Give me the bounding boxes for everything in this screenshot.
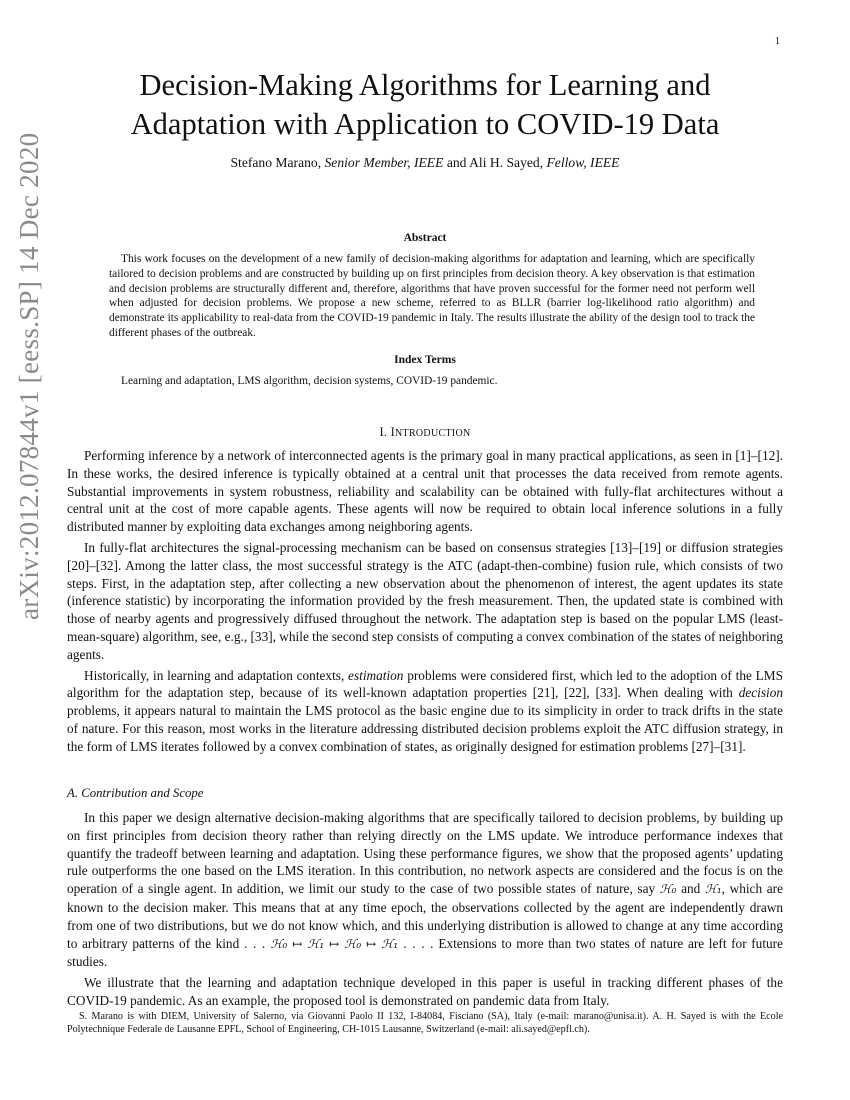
- page-number: 1: [775, 36, 780, 47]
- intro-paragraph-3: [67, 667, 783, 756]
- author-join: and Ali H. Sayed,: [443, 155, 547, 170]
- intro-p3-emphasis-estimation: estimation: [348, 667, 404, 683]
- intro-p3-part-b: problems were considered first, which led to the adoption of the LMS algorithm for the adaptation step, because of its well-known adaptation properties [21], [22], [33]. When dealing with: [67, 667, 783, 701]
- intro-paragraph-2: In fully-flat architectures the signal-processing mechanism can be based on consensus strategies [13]–[19] or diffusion strategies [20]–[32]. Among the latter class, the most successful strategy is the ATC (adapt-then-combine) fusion rule, which consists of two steps. First, in the adaptation step, after collecting a new observation about the phenomenon of interest, the agent updates its state (inference statistic) by incorporating the information provided by the fresh measurement. Then, the updated state is combined with those of nearby agents and progressively diffused throughout the network. The adaptation step is based on the popular LMS (least-mean-square) algorithm, see, e.g., [33], while the second step consists of computing a convex combination of the states of neighboring agents.: [67, 539, 783, 662]
- contribution-body: [67, 809, 783, 1013]
- title-line-1: Decision-Making Algorithms for Learning and: [139, 68, 711, 102]
- author-1-role: Senior Member, IEEE: [324, 155, 444, 170]
- section-title-rest: NTRODUCTION: [395, 428, 471, 439]
- contribution-paragraph-1: [67, 809, 783, 971]
- section-heading-introduction: [0, 425, 850, 440]
- section-numeral: I.: [379, 425, 391, 439]
- author-1: Stefano Marano,: [230, 155, 325, 170]
- contrib-p1-part-b: and: [676, 881, 705, 897]
- math-h1: ℋ₁: [704, 882, 722, 897]
- arxiv-identifier: arXiv:2012.07844v1 [eess.SP] 14 Dec 2020: [14, 132, 44, 620]
- contrib-p1-part-c: , which are known to the decision maker. This means that at any time epoch, the observations collected by the agent are independently drawn from one of two distributions, but we do not know which, and this underlying distribution is allowed to change at any time according to arbitrary patterns of the kind: [67, 881, 783, 951]
- intro-p3-part-c: problems, it appears natural to maintain the LMS protocol as the basic engine due to its simplicity in order to track drifts in the state of nature. For this reason, most works in the literature addressing distributed decision problems exploit the ATC diffusion strategy, in the form of LMS iterates followed by a convex combination of states, as originally designed for estimation problems [27]–[31].: [67, 703, 783, 754]
- contrib-p1-part-d: Extensions to more than two states of nature are left for future studies.: [67, 935, 783, 970]
- intro-p3-emphasis-decision: decision: [738, 685, 783, 701]
- index-terms-text: Learning and adaptation, LMS algorithm, decision systems, COVID-19 pandemic.: [121, 375, 498, 387]
- contrib-p1-part-a: In this paper we design alternative decision-making algorithms that are specifically tailored to decision problems, by building up on first principles from decision theory rather than relying directly on the LMS update. We introduce performance indexes that quantify the tradeoff between learning and adaptation. Using these performance figures, we show that the proposed agents’ updating rule outperforms the one based on the LMS iteration. In this contribution, no network aspects are considered and the focus is on the operation of a single agent. In addition, we limit our study to the case of two possible states of nature, say: [67, 810, 783, 897]
- math-h0: ℋ₀: [659, 882, 677, 897]
- intro-paragraph-1: Performing inference by a network of interconnected agents is the primary goal in many practical applications, as seen in [1]–[12]. In these works, the desired inference is typically obtained at a central unit that processes the data received from remote agents. Substantial improvements in system robustness, reliability and scalability can be obtained with fully-flat architectures without a central unit at the cost of more capable agents. These agents will now be required to obtain local inference solutions in a fully distributed manner by exploiting data exchanges among neighboring agents.: [67, 448, 783, 535]
- abstract-text: This work focuses on the development of a new family of decision-making algorithms for adaptation and learning, which are specifically tailored to decision problems and are constructed by building up on first principles from decision theory. A key observation is that estimation and decision problems are structurally different and, therefore, algorithms that have proven successful for the former need not perform well when adjusted for decision problems. We propose a new scheme, referred to as BLLR (barrier log-likelihood ratio algorithm) and demonstrate its applicability to real-data from the COVID-19 pandemic in Italy. The results illustrate the ability of the design tool to track the different phases of the outbreak.: [109, 253, 755, 339]
- index-terms-heading: Index Terms: [394, 354, 456, 366]
- math-switching-pattern: . . . ℋ₀ ↦ ℋ₁ ↦ ℋ₀ ↦ ℋ₁ . . . .: [243, 936, 434, 951]
- subsection-heading-contribution: A. Contribution and Scope: [67, 786, 204, 800]
- introduction-body: [67, 447, 783, 759]
- contribution-paragraph-2: We illustrate that the learning and adaptation technique developed in this paper is useful in tracking different phases of the COVID-19 pandemic. As an example, the proposed tool is demonstrated on pandemic data from Italy.: [67, 975, 783, 1008]
- author-2-role: Fellow, IEEE: [546, 155, 620, 170]
- title-line-2: Adaptation with Application to COVID-19 Data: [130, 107, 720, 141]
- intro-p3-part-a: Historically, in learning and adaptation contexts,: [84, 667, 349, 683]
- section-title-initial: I: [390, 425, 396, 439]
- authors: [60, 155, 790, 171]
- abstract-heading: Abstract: [403, 232, 447, 244]
- paper-title: [60, 66, 790, 144]
- author-affiliation-footnote: S. Marano is with DIEM, University of Salerno, via Giovanni Paolo II 132, I-84084, Fisciano (SA), Italy (e-mail: marano@unisa.it). A. H. Sayed is with the Ecole Polytechnique Federale de Lausanne EPFL, School of Engineering, CH-1015 Lausanne, Switzerland (e-mail: ali.sayed@epfl.ch).: [67, 1011, 783, 1036]
